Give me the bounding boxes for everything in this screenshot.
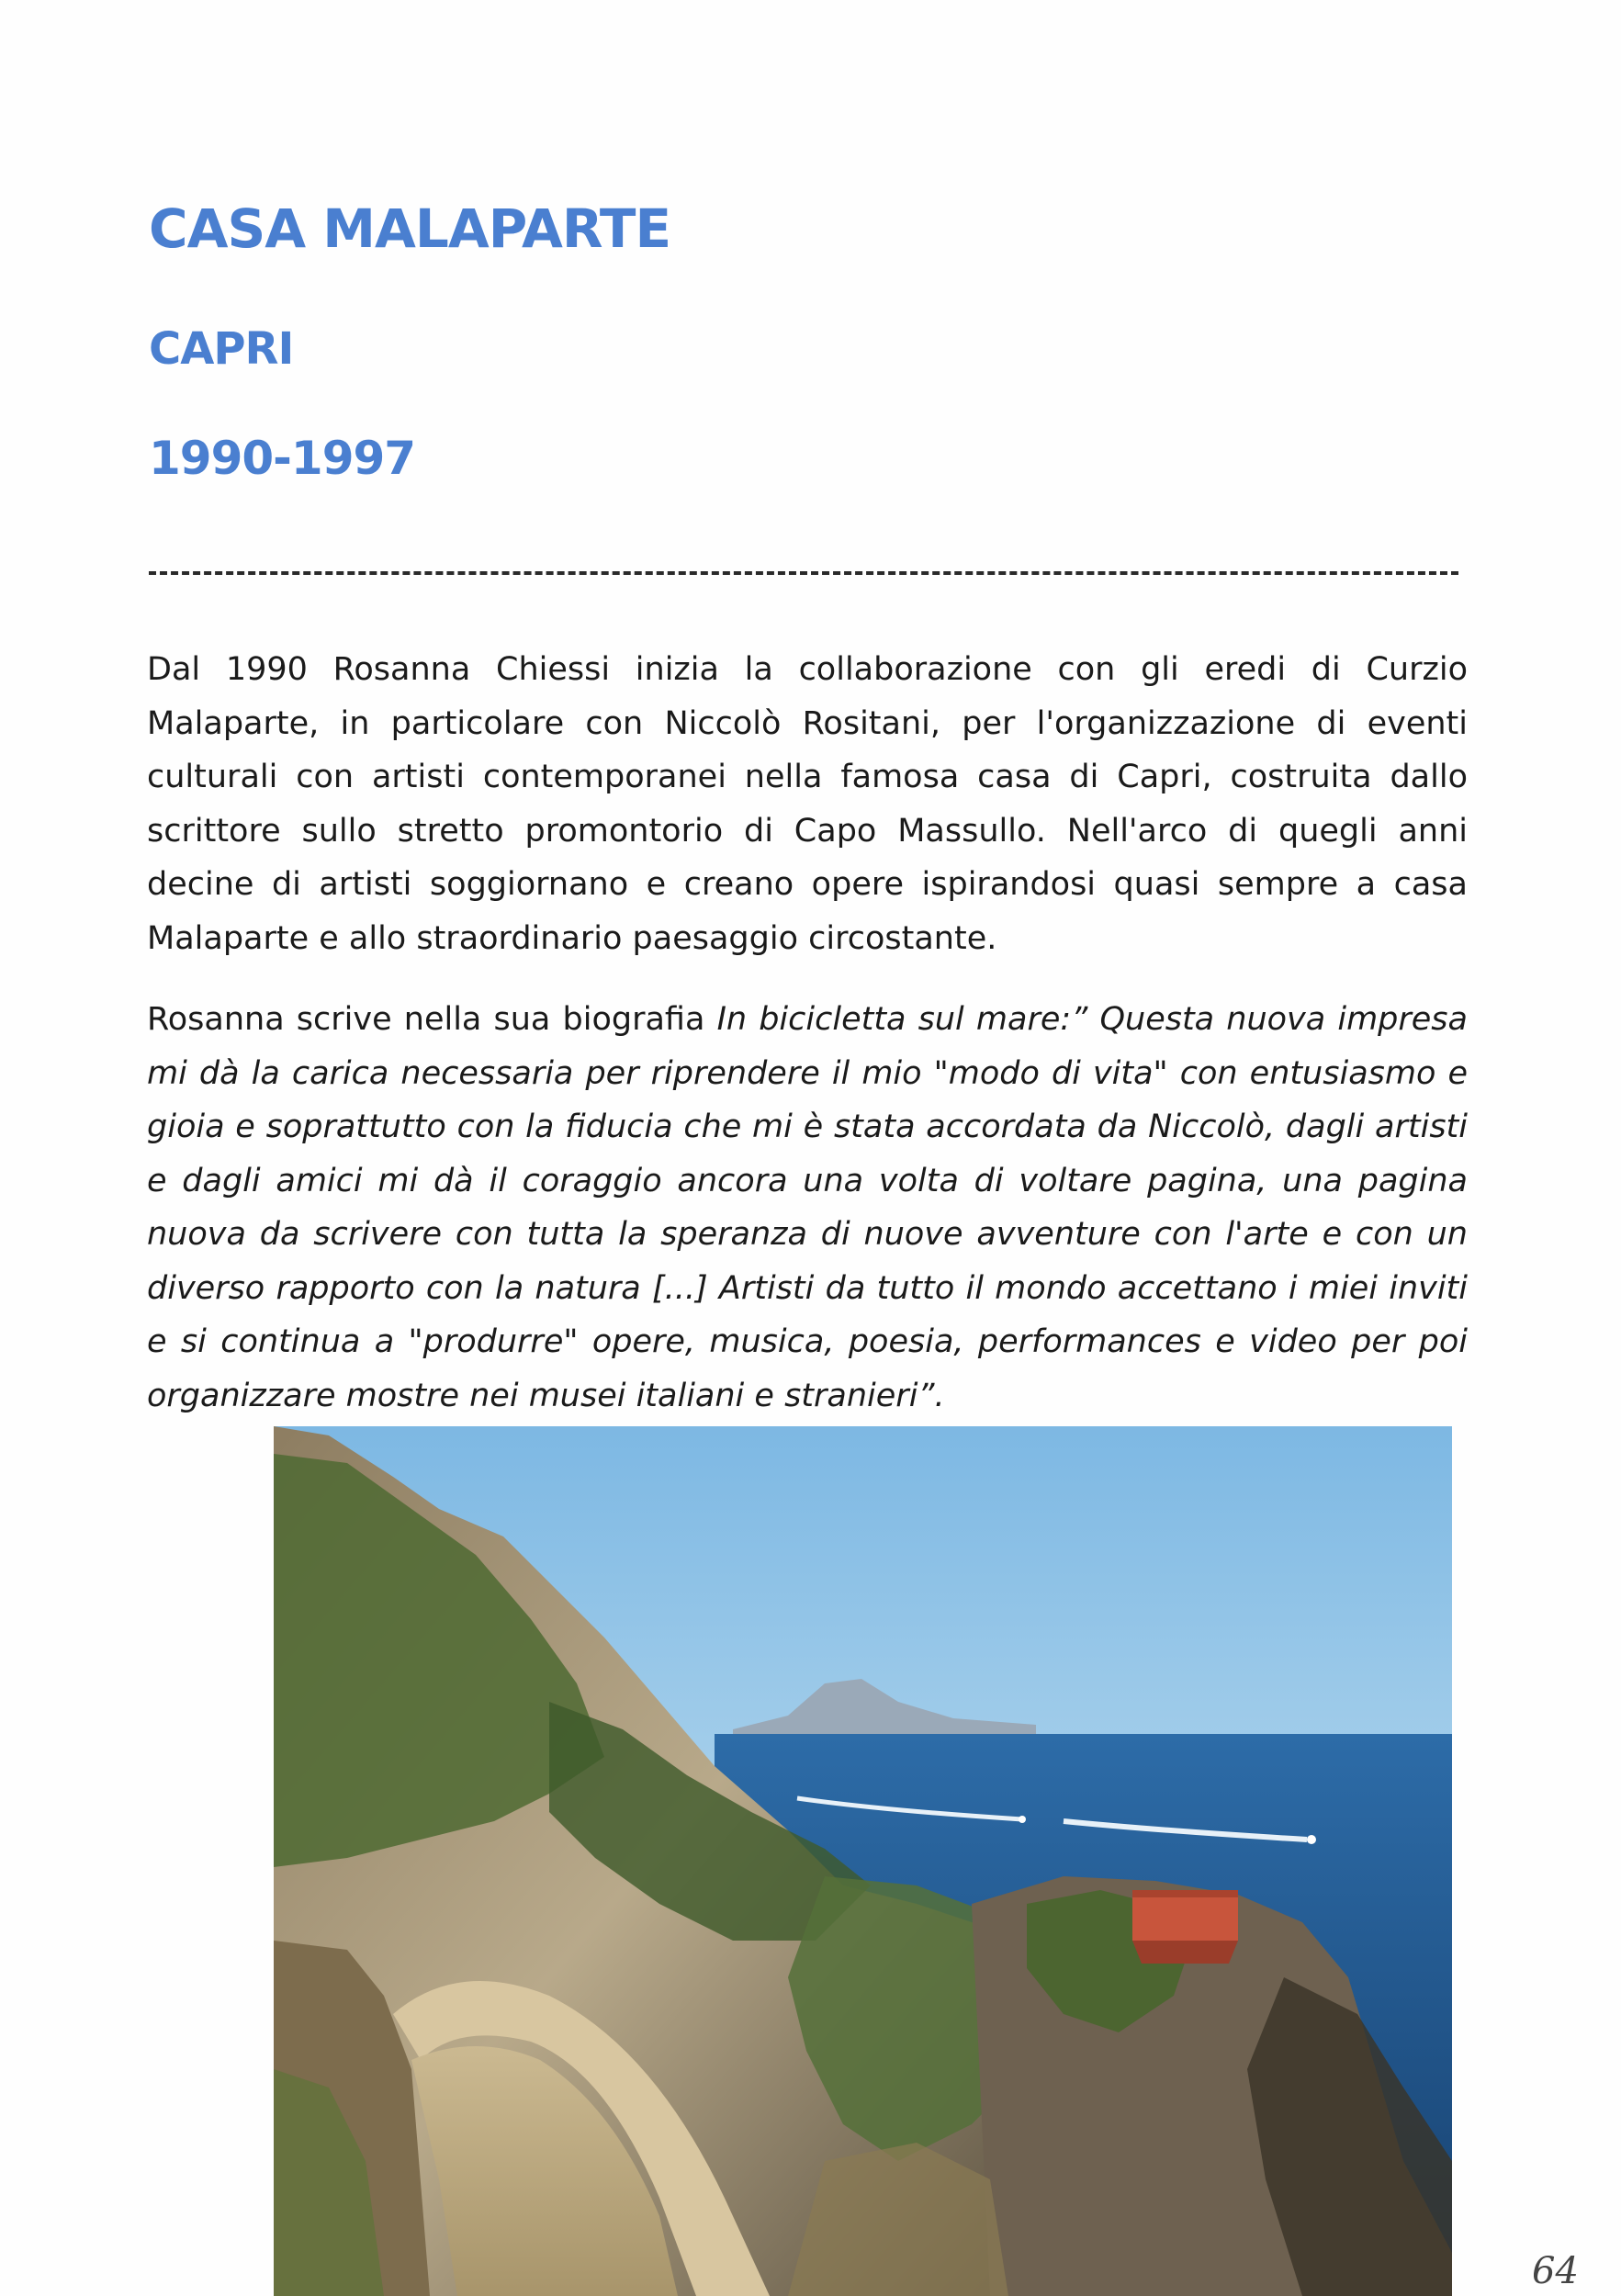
book-title: In bicicletta sul mare: — [716, 1001, 1072, 1038]
landscape-photo — [274, 1426, 1452, 2296]
page-number: 64 — [1532, 2250, 1579, 2292]
dashed-divider — [149, 571, 1458, 575]
quote-intro: Rosanna scrive nella sua biografia — [147, 1001, 717, 1038]
quote-paragraph — [147, 993, 1468, 1423]
capri-coast-photo — [274, 1426, 1452, 2296]
years-heading: 1990-1997 — [149, 432, 416, 485]
intro-paragraph: Dal 1990 Rosanna Chiessi inizia la collaborazione con gli eredi di Curzio Malaparte, in particolare con Niccolò Rositani, per l'organizzazione di eventi culturali con artisti contemporanei nella famosa casa di Capri, costruita dallo scrittore sullo stretto promontorio di Capo Massullo. Nell'arco di quegli anni decine di artisti soggiornano e creano opere ispirandosi quasi sempre a casa Malaparte e allo straordinario paesaggio circostante. — [147, 651, 1468, 957]
location-heading: CAPRI — [149, 323, 294, 375]
quote-text: ” Questa nuova impresa mi dà la carica necessaria per riprendere il mio "modo di vita" con entusiasmo e gioia e soprattutto con la fiducia che mi è stata accordata da Niccolò, dagli artisti e dagli amici mi dà il coraggio ancora una volta di voltare pagina, una pagina nuova da scrivere con tutta la speranza di nuove avventure con l'arte e con un diverso rapporto con la natura [...] Artisti da tutto il mondo accettano i miei inviti e si continua a "produrre" opere, musica, poesia, performances e video per poi organizzare mostre nei musei italiani e stranieri”. — [147, 1001, 1468, 1414]
page-title: CASA MALAPARTE — [149, 197, 671, 260]
